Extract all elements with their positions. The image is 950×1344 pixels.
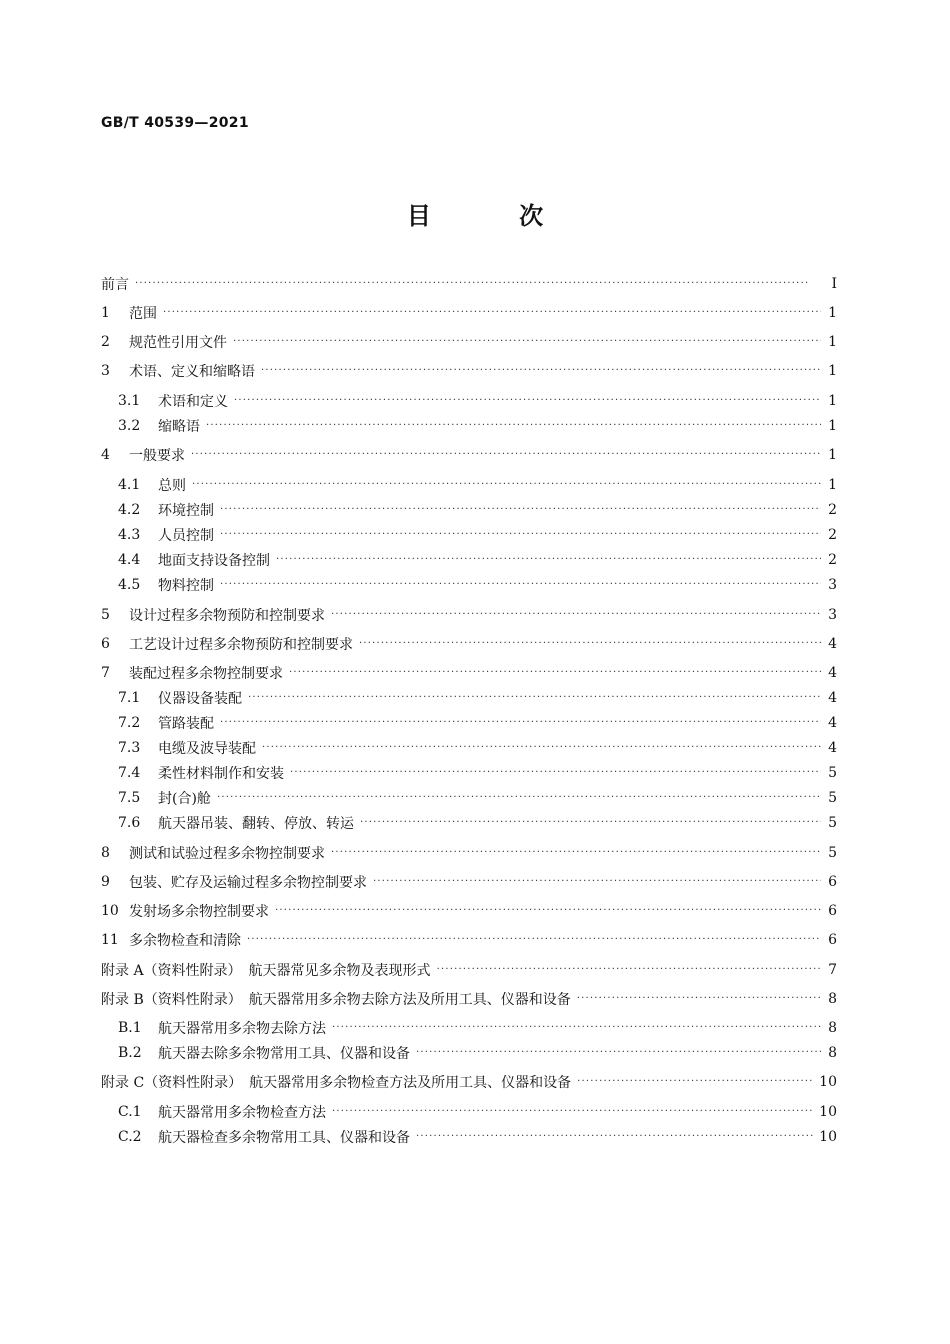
toc-entry[interactable] <box>101 899 837 923</box>
toc-entry[interactable] <box>118 498 837 522</box>
dot-leader <box>373 870 821 894</box>
toc-entry-label: 柔性材料制作和安装 <box>158 766 284 782</box>
toc-entry-number: 3 <box>101 363 110 379</box>
toc-entry[interactable] <box>101 603 837 627</box>
toc-entry-label: 管路装配 <box>158 716 214 732</box>
toc-entry-label: 人员控制 <box>158 528 214 544</box>
toc-entry-number: 7 <box>101 665 110 681</box>
toc-entry-page: 1 <box>828 334 837 350</box>
toc-entry-page: 1 <box>828 418 837 434</box>
toc-entry-number: B.2 <box>118 1045 142 1061</box>
standard-number: GB/T 40539—2021 <box>101 115 249 131</box>
toc-entry-page: 3 <box>828 607 837 623</box>
toc-entry[interactable] <box>118 761 837 785</box>
toc-entry-page: 6 <box>828 903 837 919</box>
dot-leader <box>163 301 821 325</box>
toc-entry-label: 仪器设备装配 <box>158 691 242 707</box>
toc-entry[interactable] <box>118 573 837 597</box>
dot-leader <box>220 573 821 597</box>
toc-entry-label: 术语、定义和缩略语 <box>129 364 255 380</box>
toc-entry-number: C.2 <box>118 1129 142 1145</box>
page-title: 目 次 <box>406 202 584 230</box>
toc-entry-number: 6 <box>101 636 110 652</box>
toc-entry-label: 多余物检查和清除 <box>129 933 241 949</box>
toc-entry[interactable] <box>101 870 837 894</box>
toc-entry-label: 规范性引用文件 <box>129 335 227 351</box>
toc-entry-label: 附录 A（资料性附录） 航天器常见多余物及表现形式 <box>101 963 431 979</box>
toc-entry-number: 5 <box>101 607 110 623</box>
dot-leader <box>276 548 821 572</box>
toc-entry-number: 7.3 <box>118 740 141 756</box>
toc-entry-page: 1 <box>828 393 837 409</box>
toc-entry[interactable] <box>118 786 837 810</box>
toc-entry-number: 4.3 <box>118 527 141 543</box>
toc-entry-number: 9 <box>101 874 110 890</box>
toc-entry[interactable] <box>118 414 837 438</box>
toc-entry-page: 8 <box>828 991 837 1007</box>
toc-entry-page: 10 <box>819 1104 837 1120</box>
dot-leader <box>416 1041 821 1065</box>
dot-leader <box>206 414 821 438</box>
toc-entry[interactable] <box>118 1100 837 1124</box>
dot-leader <box>360 811 821 835</box>
toc-entry[interactable] <box>101 272 837 296</box>
dot-leader <box>275 899 821 923</box>
dot-leader <box>332 1016 821 1040</box>
toc-entry-page: 5 <box>828 765 837 781</box>
toc-entry-label: 物料控制 <box>158 578 214 594</box>
toc-entry[interactable] <box>101 661 837 685</box>
toc-entry-page: 2 <box>828 552 837 568</box>
toc-entry-number: C.1 <box>118 1104 142 1120</box>
toc-entry-number: 2 <box>101 334 110 350</box>
dot-leader <box>220 498 821 522</box>
toc-entry-number: 7.6 <box>118 815 141 831</box>
toc-entry-label: 总则 <box>158 478 186 494</box>
toc-entry[interactable] <box>118 1041 837 1065</box>
toc-entry-page: 4 <box>828 740 837 756</box>
dot-leader <box>247 928 821 952</box>
toc-entry[interactable] <box>101 841 837 865</box>
toc-entry[interactable] <box>101 1070 837 1094</box>
toc-entry[interactable] <box>101 632 837 656</box>
toc-entry[interactable] <box>101 928 837 952</box>
toc-entry-label: 航天器常用多余物去除方法 <box>158 1021 326 1037</box>
toc-entry-label: 缩略语 <box>158 419 200 435</box>
toc-entry-page: 8 <box>828 1045 837 1061</box>
dot-leader <box>192 473 821 497</box>
toc-entry-page: 4 <box>828 665 837 681</box>
dot-leader <box>262 736 821 760</box>
toc-entry[interactable] <box>101 443 837 467</box>
toc-entry-label: 环境控制 <box>158 503 214 519</box>
toc-entry-number: 4 <box>101 447 110 463</box>
toc-entry[interactable] <box>101 359 837 383</box>
toc-entry-label: 航天器吊装、翻转、停放、转运 <box>158 816 354 832</box>
toc-entry-number: 1 <box>101 305 110 321</box>
toc-entry-page: Ⅰ <box>831 276 837 292</box>
toc-entry-number: 7.5 <box>118 790 141 806</box>
toc-entry-page: 5 <box>828 845 837 861</box>
toc-entry-page: 10 <box>819 1129 837 1145</box>
toc-entry-page: 1 <box>828 305 837 321</box>
toc-entry-number: 4.1 <box>118 477 141 493</box>
dot-leader <box>220 523 821 547</box>
toc-entry-number: 10 <box>101 903 119 919</box>
toc-entry-number: 3.2 <box>118 418 141 434</box>
dot-leader <box>135 272 821 296</box>
toc-entry[interactable] <box>118 736 837 760</box>
toc-entry-number: 7.4 <box>118 765 141 781</box>
toc-entry-page: 6 <box>828 874 837 890</box>
toc-entry-page: 1 <box>828 363 837 379</box>
toc-entry[interactable] <box>118 548 837 572</box>
dot-leader <box>437 958 821 982</box>
toc-entry-number: 4.5 <box>118 577 141 593</box>
dot-leader <box>332 1100 813 1124</box>
toc-entry-page: 2 <box>828 502 837 518</box>
toc-entry-page: 5 <box>828 790 837 806</box>
dot-leader <box>577 987 821 1011</box>
toc-entry-label: 航天器常用多余物检查方法 <box>158 1105 326 1121</box>
toc-entry-page: 3 <box>828 577 837 593</box>
toc-entry-label: 发射场多余物控制要求 <box>129 904 269 920</box>
toc-entry-label: 工艺设计过程多余物预防和控制要求 <box>129 637 353 653</box>
toc-entry[interactable] <box>118 1125 837 1149</box>
toc-entry[interactable] <box>101 987 837 1011</box>
dot-leader <box>416 1125 813 1149</box>
toc-entry-page: 10 <box>819 1074 837 1090</box>
dot-leader <box>217 786 821 810</box>
toc-entry-page: 1 <box>828 477 837 493</box>
toc-entry-page: 8 <box>828 1020 837 1036</box>
toc-entry-label: 范围 <box>129 306 157 322</box>
toc-entry[interactable] <box>118 686 837 710</box>
toc-entry[interactable] <box>118 811 837 835</box>
dot-leader <box>290 761 821 785</box>
toc-entry[interactable] <box>101 301 837 325</box>
toc-entry-number: 7.1 <box>118 690 141 706</box>
dot-leader <box>289 661 821 685</box>
toc-entry[interactable] <box>118 1016 837 1040</box>
toc-entry-label: 前言 <box>101 277 129 293</box>
dot-leader <box>577 1070 813 1094</box>
toc-entry-label: 装配过程多余物控制要求 <box>129 666 283 682</box>
toc-entry-label: 一般要求 <box>129 448 185 464</box>
dot-leader <box>248 686 821 710</box>
toc-entry-number: 4.4 <box>118 552 141 568</box>
toc-entry-number: 8 <box>101 845 110 861</box>
toc-entry-page: 5 <box>828 815 837 831</box>
toc-entry-label: 术语和定义 <box>158 394 228 410</box>
toc-entry-label: 电缆及波导装配 <box>158 741 256 757</box>
dot-leader <box>261 359 821 383</box>
toc-entry[interactable] <box>118 389 837 413</box>
dot-leader <box>359 632 821 656</box>
toc-entry-number: 7.2 <box>118 715 141 731</box>
toc-entry-number: 4.2 <box>118 502 141 518</box>
toc-entry[interactable] <box>118 473 837 497</box>
dot-leader <box>331 841 821 865</box>
toc-entry-page: 7 <box>828 962 837 978</box>
toc-entry-label: 测试和试验过程多余物控制要求 <box>129 846 325 862</box>
toc-entry-number: 11 <box>101 932 119 948</box>
toc-entry-label: 航天器去除多余物常用工具、仪器和设备 <box>158 1046 410 1062</box>
toc-entry[interactable] <box>118 711 837 735</box>
toc-entry-label: 封(合)舱 <box>158 791 211 807</box>
toc-entry-page: 4 <box>828 636 837 652</box>
toc-entry[interactable] <box>101 330 837 354</box>
toc-entry-page: 2 <box>828 527 837 543</box>
dot-leader <box>233 330 821 354</box>
toc-entry[interactable] <box>101 958 837 982</box>
toc-entry-label: 地面支持设备控制 <box>158 553 270 569</box>
dot-leader <box>331 603 821 627</box>
toc-entry-label: 航天器检查多余物常用工具、仪器和设备 <box>158 1130 410 1146</box>
toc-entry-page: 4 <box>828 690 837 706</box>
toc-entry[interactable] <box>118 523 837 547</box>
toc-entry-label: 包装、贮存及运输过程多余物控制要求 <box>129 875 367 891</box>
toc-entry-label: 设计过程多余物预防和控制要求 <box>129 608 325 624</box>
toc-entry-page: 4 <box>828 715 837 731</box>
toc-entry-number: B.1 <box>118 1020 142 1036</box>
toc-entry-label: 附录 C（资料性附录） 航天器常用多余物检查方法及所用工具、仪器和设备 <box>101 1075 572 1091</box>
toc-entry-page: 6 <box>828 932 837 948</box>
toc-entry-label: 附录 B（资料性附录） 航天器常用多余物去除方法及所用工具、仪器和设备 <box>101 992 571 1008</box>
toc-entry-page: 1 <box>828 447 837 463</box>
dot-leader <box>234 389 821 413</box>
toc-entry-number: 3.1 <box>118 393 141 409</box>
dot-leader <box>191 443 821 467</box>
dot-leader <box>220 711 821 735</box>
